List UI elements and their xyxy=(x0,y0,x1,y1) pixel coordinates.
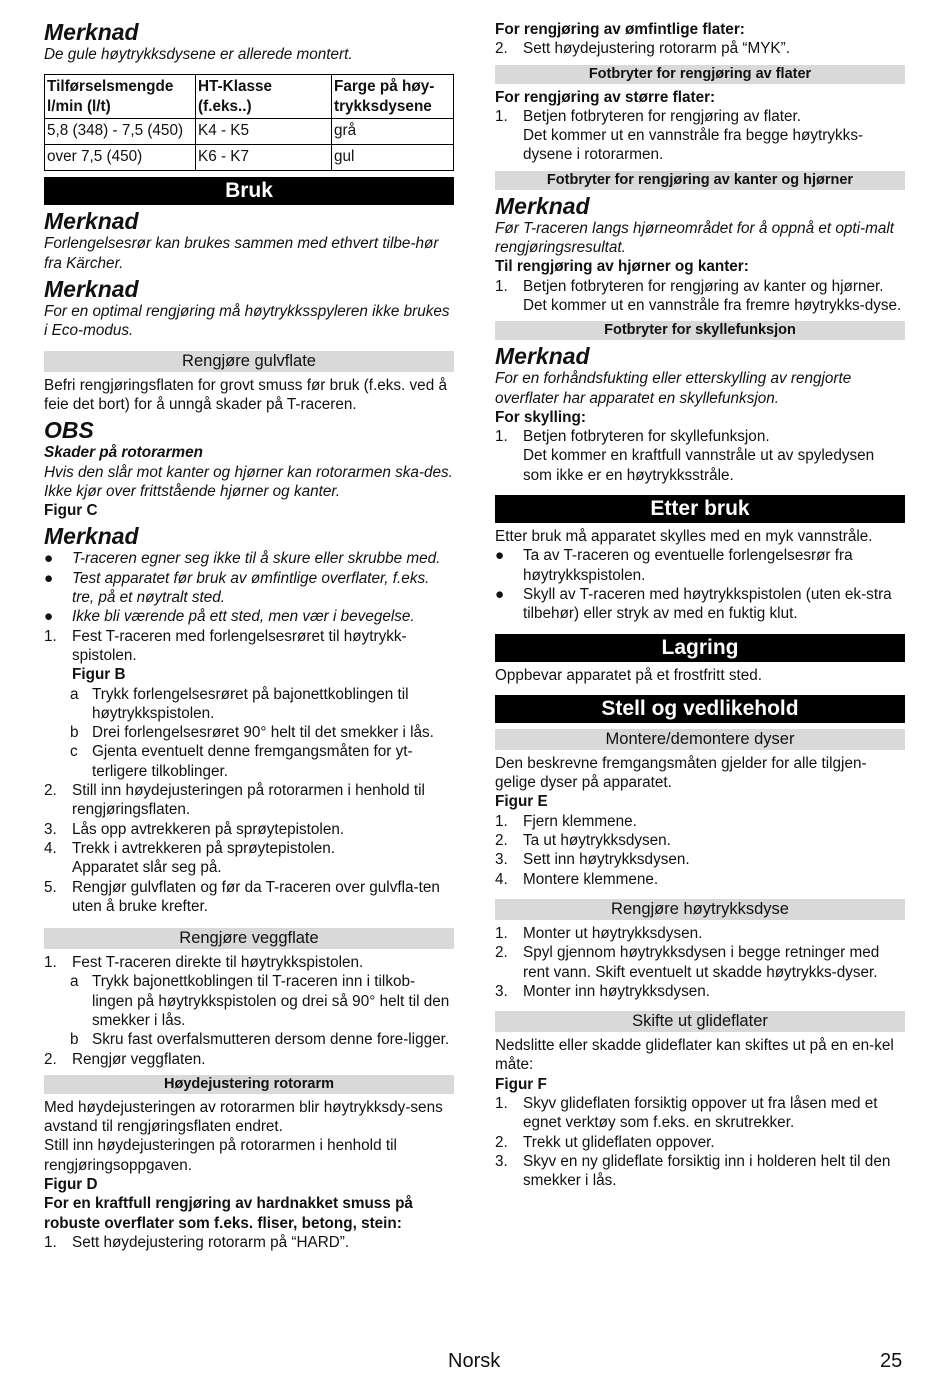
paragraph-bold: For rengjøring av ømfintlige flater: xyxy=(495,21,745,38)
figure-ref: Figur C xyxy=(44,502,98,520)
paragraph-bold: For skylling: xyxy=(495,408,586,426)
subsection-heading-dyser: Montere/demontere dyser xyxy=(495,729,905,750)
list-item: ● Ta av T-raceren og eventuelle forlengelsesrør fra høytrykkspistolen. xyxy=(495,547,853,584)
section-heading-stell: Stell og vedlikehold xyxy=(495,695,905,723)
paragraph: Nedslitte eller skadde glideflater kan skiftes ut på en en-kel måte: xyxy=(495,1037,894,1074)
list-item: 2. Still inn høydejusteringen på rotorarmen i henhold til rengjøringsflaten. xyxy=(44,782,425,819)
obs-heading: OBS xyxy=(44,417,94,444)
table-header: Farge på høy-trykksdysene xyxy=(332,75,454,119)
subsection-heading-gulvflate: Rengjøre gulvflate xyxy=(44,351,454,372)
section-heading-lagring: Lagring xyxy=(495,634,905,662)
merknad-heading: Merknad xyxy=(495,192,590,219)
list-item: 3. Skyv en ny glideflate forsiktig inn i holderen helt til den smekker i lås. xyxy=(495,1152,891,1190)
paragraph: Still inn høydejusteringen på rotorarmen i henhold til rengjøringsoppgaven. xyxy=(44,1137,397,1174)
bullet-icon: ● xyxy=(44,569,54,587)
list-item: 1. Fjern klemmene. xyxy=(495,812,637,830)
bullet-icon: ● xyxy=(44,608,54,626)
merknad-text: Forlengelsesrør kan brukes sammen med ethvert tilbe-hør fra Kärcher. xyxy=(44,235,439,272)
paragraph: Oppbevar apparatet på et frostfritt sted. xyxy=(495,666,762,684)
list-item: ● T-raceren egner seg ikke til å skure eller skrubbe med. xyxy=(44,550,441,568)
list-item: a Trykk bajonettkoblingen til T-raceren inn i tilkob-lingen på høytrykkspistolen og drei så 90° helt til den smekker i lås. xyxy=(70,973,450,1029)
paragraph-bold: For en kraftfull rengjøring av hardnakket smuss på robuste overflater som f.eks. fliser, betong, stein: xyxy=(44,1195,413,1232)
obs-text: Hvis den slår mot kanter og hjørner kan rotorarmen ska-des. xyxy=(44,463,453,481)
bullet-icon: ● xyxy=(495,547,505,565)
subsection-heading-veggflate: Rengjøre veggflate xyxy=(44,928,454,949)
list-item: 1. Sett høydejustering rotorarm på “HARD”. xyxy=(44,1233,350,1251)
obs-subtitle: Skader på rotorarmen xyxy=(44,444,203,462)
list-item: 1. Fest T-raceren direkte til høytrykkspistolen. xyxy=(44,954,364,972)
merknad-heading: Merknad xyxy=(44,523,139,550)
list-item: 2. Trekk ut glideflaten oppover. xyxy=(495,1133,715,1151)
paragraph: Befri rengjøringsflaten for grovt smuss før bruk (f.eks. ved å feie det bort) for å unngå skader på T-raceren. xyxy=(44,376,447,413)
list-item: 1. Betjen fotbryteren for skyllefunksjon. xyxy=(495,428,770,446)
list-item: 1. Fest T-raceren med forlengelsesrøret til høytrykk-spistolen. xyxy=(44,627,407,664)
section-heading-etter-bruk: Etter bruk xyxy=(495,495,905,523)
list-item: 2. Ta ut høytrykksdysen. xyxy=(495,832,671,850)
merknad-text: Før T-raceren langs hjørneområdet for å oppnå et opti-malt rengjøringsresultat. xyxy=(495,219,895,257)
merknad-text: For en optimal rengjøring må høytrykksspyleren ikke brukes i Eco-modus. xyxy=(44,303,450,340)
list-item: ● Skyll av T-raceren med høytrykkspistolen (uten ek-stra tilbehør) eller stryk av med en fuktig klut. xyxy=(495,585,892,623)
merknad-heading: Merknad xyxy=(44,19,139,45)
nozzle-table xyxy=(44,74,454,171)
figure-ref: Figur E xyxy=(495,793,548,811)
subsection-heading-glideflater: Skifte ut glideflater xyxy=(495,1011,905,1032)
list-item: 2. Sett høydejustering rotorarm på “MYK”. xyxy=(495,40,790,58)
list-item: 3. Lås opp avtrekkeren på sprøytepistolen. xyxy=(44,820,345,838)
merknad-heading: Merknad xyxy=(44,208,139,235)
table-header-row xyxy=(45,75,454,119)
left-column xyxy=(44,20,454,1252)
table-cell: K4 - K5 xyxy=(196,118,332,144)
list-item: 2. Spyl gjennom høytrykksdysen i begge retninger med rent vann. Skift eventuelt ut skadde høytrykks-dyser. xyxy=(495,944,880,981)
list-item: c Gjenta eventuelt denne fremgangsmåten for yt-terligere tilkoblinger. xyxy=(70,743,413,780)
paragraph-bold: Til rengjøring av hjørner og kanter: xyxy=(495,258,749,276)
table-cell: 5,8 (348) - 7,5 (450) xyxy=(45,118,196,144)
table-row xyxy=(45,118,454,144)
figure-ref: Figur B xyxy=(72,666,126,684)
paragraph: Det kommer en kraftfull vannstråle ut av spyledysen som ikke er en høytrykksstråle. xyxy=(523,447,875,484)
list-item: 1. Monter ut høytrykksdysen. xyxy=(495,924,703,942)
right-column xyxy=(495,20,905,1190)
table-cell: K6 - K7 xyxy=(196,145,332,171)
paragraph-bold: For rengjøring av større flater: xyxy=(495,88,716,106)
subsection-heading-skyllefunksjon: Fotbryter for skyllefunksjon xyxy=(495,321,905,340)
subsection-heading-fotbryter-flater: Fotbryter for rengjøring av flater xyxy=(495,65,905,84)
list-item: ● Test apparatet før bruk av ømfintlige overflater, f.eks. tre, på et nøytralt sted. xyxy=(44,569,430,607)
merknad-text: For en forhåndsfukting eller etterskylling av rengjorte overflater har apparatet en skyllefunksjon. xyxy=(495,370,852,407)
merknad-heading: Merknad xyxy=(44,276,139,303)
table-header: Tilførselsmengde l/min (l/t) xyxy=(45,75,196,119)
subsection-heading-rengjore-dyse: Rengjøre høytrykksdyse xyxy=(495,899,905,920)
bullet-icon: ● xyxy=(495,585,505,603)
section-heading-bruk: Bruk xyxy=(44,177,454,205)
list-item: 5. Rengjør gulvflaten og før da T-raceren over gulvfla-ten uten å bruke krefter. xyxy=(44,878,440,915)
merknad-heading: Merknad xyxy=(495,343,590,370)
list-item: b Drei forlengelsesrøret 90° helt til det smekker i lås. xyxy=(70,724,434,742)
list-item: 1. Betjen fotbryteren for rengjøring av kanter og hjørner. xyxy=(495,277,884,295)
footer-language: Norsk xyxy=(448,1350,501,1372)
page-number: 25 xyxy=(880,1350,903,1372)
paragraph: Apparatet slår seg på. xyxy=(72,859,222,877)
list-item: b Skru fast overfalsmutteren dersom denne fore-ligger. xyxy=(70,1031,450,1049)
list-item: 3. Monter inn høytrykksdysen. xyxy=(495,982,711,1000)
merknad-text: De gule høytrykksdysene er allerede montert. xyxy=(44,46,353,63)
list-item: ● Ikke bli værende på ett sted, men vær i bevegelse. xyxy=(44,608,415,626)
table-header: HT-Klasse (f.eks..) xyxy=(196,75,332,119)
list-item: 1. Skyv glideflaten forsiktig oppover ut fra låsen med et egnet verktøy som f.eks. en skrutrekker. xyxy=(495,1094,878,1132)
paragraph: Det kommer ut en vannstråle fra fremre høytrykks-dyse. xyxy=(523,296,902,314)
paragraph: Det kommer ut en vannstråle fra begge høytrykks-dysene i rotorarmen. xyxy=(523,127,864,164)
list-item: 1. Betjen fotbryteren for rengjøring av flater. xyxy=(495,107,802,125)
figure-ref: Figur D xyxy=(44,1176,98,1194)
paragraph: Den beskrevne fremgangsmåten gjelder for alle tilgjen-gelige dyser på apparatet. xyxy=(495,754,867,792)
subsection-heading-fotbryter-kanter: Fotbryter for rengjøring av kanter og hjørner xyxy=(495,171,905,190)
obs-text: Ikke kjør over frittstående hjørner og kanter. xyxy=(44,482,341,500)
subsection-heading-hoydejustering: Høydejustering rotorarm xyxy=(44,1075,454,1094)
list-item: 3. Sett inn høytrykksdysen. xyxy=(495,851,690,869)
list-item: 4. Trekk i avtrekkeren på sprøytepistolen. xyxy=(44,839,335,857)
table-cell: over 7,5 (450) xyxy=(45,145,196,171)
list-item: 2. Rengjør veggflaten. xyxy=(44,1050,206,1068)
bullet-icon: ● xyxy=(44,550,54,568)
list-item: 4. Montere klemmene. xyxy=(495,870,659,888)
paragraph: Med høydejusteringen av rotorarmen blir høytrykksdy-sens avstand til rengjøringsflaten endret. xyxy=(44,1098,443,1136)
table-row xyxy=(45,145,454,171)
paragraph: Etter bruk må apparatet skylles med en myk vannstråle. xyxy=(495,528,873,546)
table-cell: grå xyxy=(332,118,454,144)
table-cell: gul xyxy=(332,145,454,171)
figure-ref: Figur F xyxy=(495,1075,547,1093)
list-item: a Trykk forlengelsesrøret på bajonettkoblingen til høytrykkspistolen. xyxy=(70,685,409,722)
